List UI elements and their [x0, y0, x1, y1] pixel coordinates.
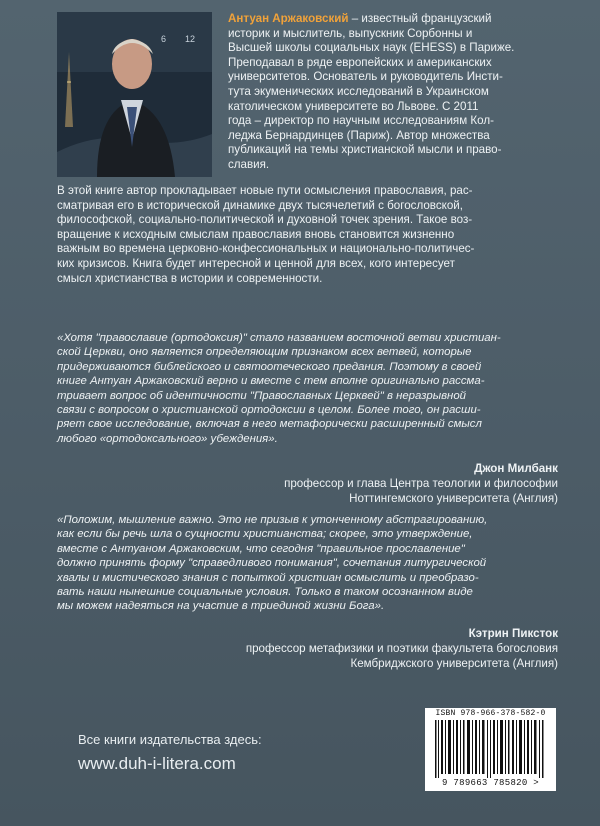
quote-line: ряет свое исследование, включая в него метафорически расширенный смысл	[57, 418, 482, 431]
reviewer-affiliation: Ноттингемского университета (Англия)	[349, 492, 558, 505]
barcode-bars	[429, 720, 552, 778]
description-line: философской, социально-политической и духовной точек зрения. Такое воз-	[57, 213, 473, 227]
quote-line: мы можем надеяться на участие в триединой жизни Бога».	[57, 600, 385, 613]
bio-line: Высшей школы социальных наук (EHESS) в Париже.	[228, 41, 515, 55]
description-line: вращение к исходным смыслам православия вновь становится жизненно	[57, 227, 455, 241]
review-quote-2	[57, 513, 557, 614]
author-name: Антуан Аржаковский	[228, 12, 349, 25]
quote-line: «Хотя "православие (ортодоксия)" стало названием восточной ветви христиан-	[57, 332, 501, 344]
bio-line: историк и мыслитель, выпускник Сорбонны и	[228, 26, 473, 40]
bio-line: тута экуменических исследований в Украинском	[228, 84, 489, 98]
reviewer-name: Кэтрин Пиксток	[468, 627, 558, 640]
reviewer-name: Джон Милбанк	[474, 462, 558, 475]
publisher-website-link[interactable]: www.duh-i-litera.com	[78, 754, 236, 773]
description-line: смысл христианства в истории и современности.	[57, 271, 323, 285]
bio-line: – известный французский	[348, 12, 492, 25]
description-line: сматривая его в исторической динамике двух тысячелетий с богословской,	[57, 198, 463, 212]
svg-text:6: 6	[161, 34, 167, 44]
quote-line: как если бы речь шла о сущности христианства; скорее, это утверждение,	[57, 528, 473, 541]
quote-line: вать наши нынешние социальные условия. Только в таком осознанном виде	[57, 586, 473, 599]
bio-line: леджа Бернардинцев (Париж). Автор множества	[228, 128, 490, 142]
author-bio	[228, 12, 558, 173]
quote-line: связи с вопросом о христианской ортодоксии в целом. Более того, он расши-	[57, 404, 481, 417]
quote-line: придерживаются библейского и святоотеческого предания. Поэтому в своей	[57, 360, 482, 373]
bio-line: католическом университете во Львове. С 2011	[228, 99, 479, 113]
quote-line: вместе с Антуаном Аржаковским, что сегодня "правильное прославление"	[57, 542, 465, 555]
quote-line: любого «ортодоксального» убеждения».	[57, 432, 278, 445]
quote-line: тривает вопрос об идентичности "Православных Церквей" в неразрывной	[57, 389, 466, 402]
review-quote-1	[57, 331, 557, 446]
review-attribution-1	[284, 461, 558, 506]
bio-line: университетов. Основатель и руководитель Инсти-	[228, 70, 503, 84]
isbn-label: ISBN 978-966-378-582-0	[435, 709, 546, 718]
svg-text:12: 12	[185, 34, 196, 44]
reviewer-title: профессор метафизики и поэтики факультета богословия	[245, 642, 558, 655]
author-photo	[57, 12, 212, 177]
isbn-number: 9 789663 785820 >	[442, 778, 539, 788]
reviewer-title: профессор и глава Центра теологии и философии	[284, 477, 558, 490]
description-line: важным во времена церковно-конфессиональных и национально-политичес-	[57, 242, 475, 256]
quote-line: ской Церкви, оно является определяющим признаком всех ветвей, которые	[57, 346, 472, 359]
quote-line: должно принять форму "справедливого понимания", сочетания литургической	[57, 557, 487, 570]
quote-line: «Положим, мышление важно. Это не призыв к утонченному абстрагированию,	[57, 514, 488, 526]
isbn-barcode	[425, 708, 556, 791]
quote-line: книге Антуан Аржаковский верно и вместе с тем вполне оригинально рассма-	[57, 375, 485, 388]
description-line: В этой книге автор прокладывает новые пути осмысления православия, рас-	[57, 184, 473, 197]
publisher-note: Все книги издательства здесь:	[78, 732, 262, 747]
book-description	[57, 184, 555, 286]
bio-line: публикаций на темы христианской мысли и право-	[228, 143, 502, 157]
quote-line: хвалы и мистического знания с попыткой христиан осмыслить и преобразо-	[57, 571, 479, 584]
review-attribution-2	[246, 626, 558, 671]
bio-line: славия.	[228, 157, 270, 171]
bio-line: года – директор по научным исследованиям Кол-	[228, 114, 494, 128]
description-line: ких кризисов. Книга будет интересной и ценной для всех, кого интересует	[57, 256, 455, 270]
bio-line: Преподавал в ряде европейских и американских	[228, 55, 492, 69]
reviewer-affiliation: Кембриджского университета (Англия)	[350, 657, 558, 670]
